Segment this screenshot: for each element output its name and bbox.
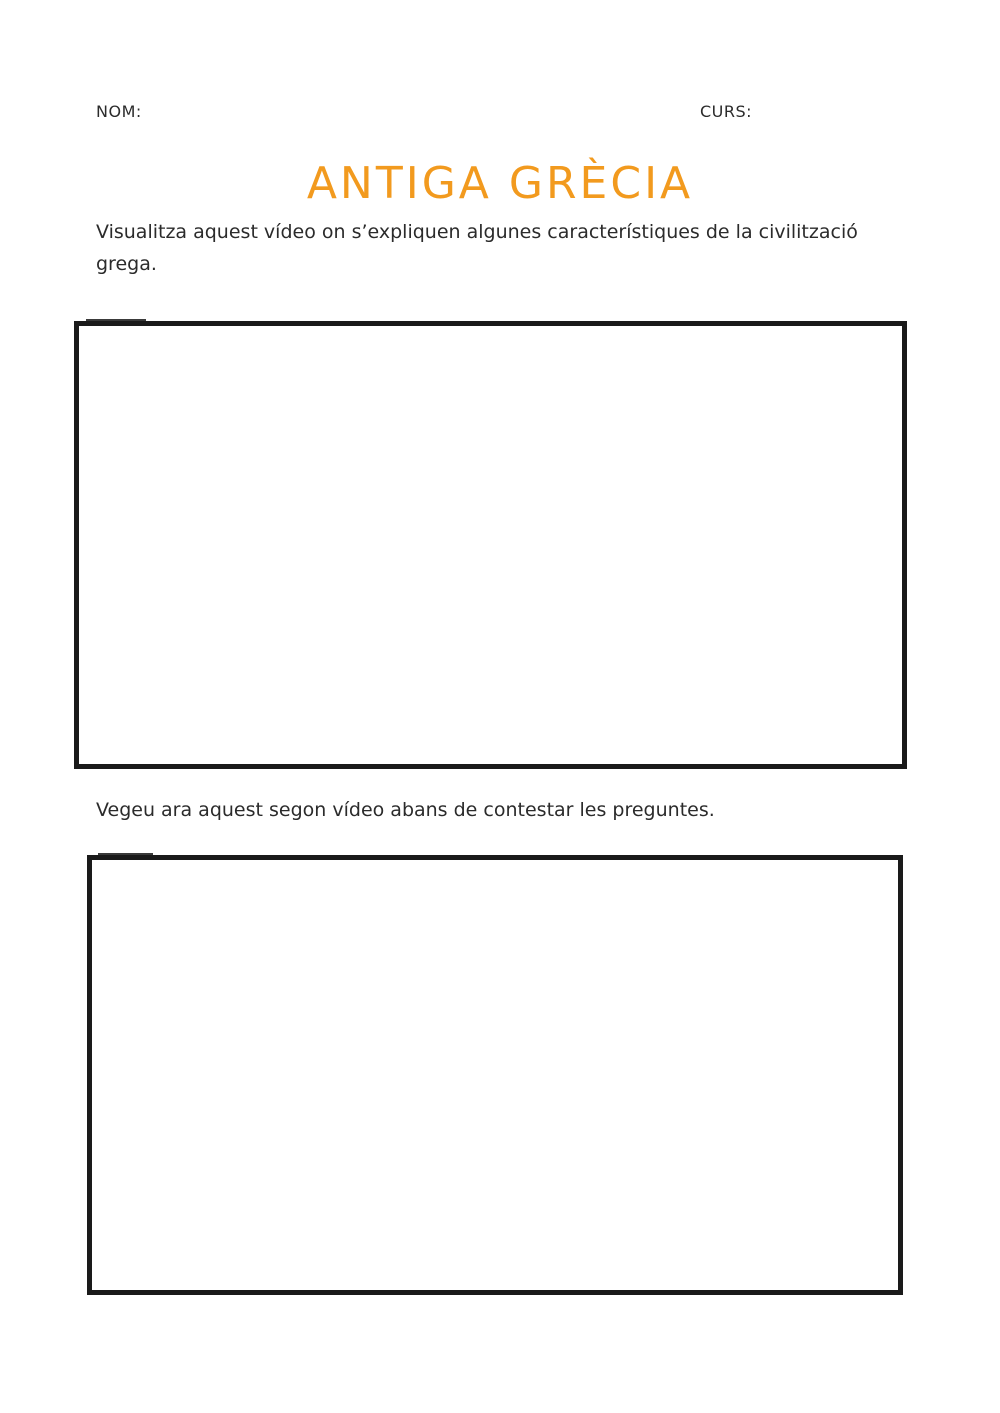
video-1-instruction: Visualitza aquest vídeo on s’expliquen algunes característiques de la civilització grega. [96, 221, 858, 275]
curs-label: CURS: [700, 102, 753, 121]
page-title: ANTIGA GRÈCIA [306, 158, 694, 209]
video-embed-1[interactable] [74, 321, 907, 769]
frame-2-sketch-stroke [98, 853, 153, 855]
frame-1-sketch-stroke [86, 319, 146, 321]
nom-label: NOM: [96, 102, 142, 121]
video-embed-2[interactable] [87, 855, 903, 1295]
video-2-instruction: Vegeu ara aquest segon vídeo abans de contestar les preguntes. [96, 799, 715, 821]
